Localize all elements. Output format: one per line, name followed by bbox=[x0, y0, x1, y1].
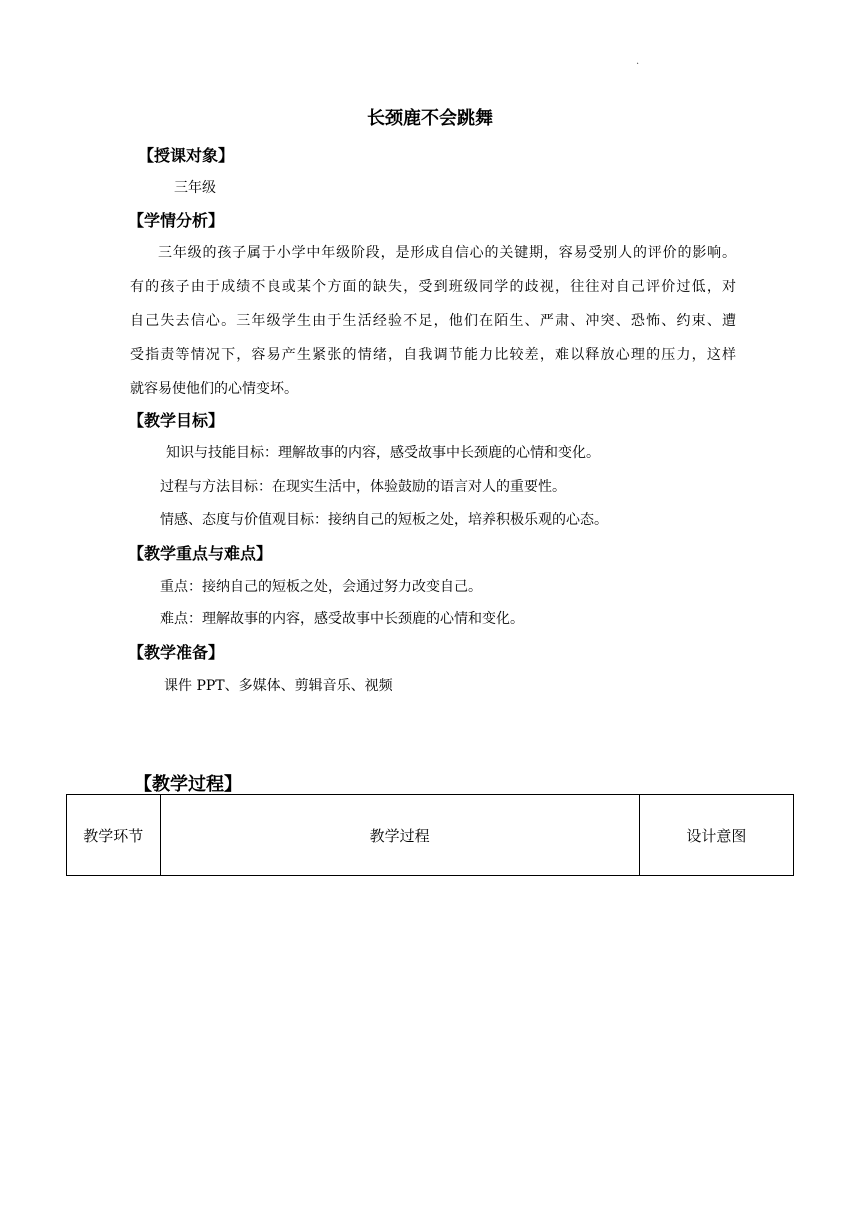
column-header: 教学环节 bbox=[67, 795, 161, 876]
target-text: 三年级 bbox=[174, 180, 216, 196]
heading-analysis: 【学情分析】 bbox=[128, 211, 225, 230]
column-header: 设计意图 bbox=[639, 795, 793, 876]
goal-item: 过程与方法目标：在现实生活中，体验鼓励的语言对人的重要性。 bbox=[160, 479, 566, 495]
table-header-row bbox=[67, 795, 794, 876]
analysis-line: 有的孩子由于成绩不良或某个方面的缺失，受到班级同学的歧视，往往对自己评价过低，对 bbox=[130, 279, 736, 295]
heading-target: 【授课对象】 bbox=[138, 146, 235, 165]
goal-item: 情感、态度与价值观目标：接纳自己的短板之处，培养积极乐观的心态。 bbox=[160, 512, 608, 528]
analysis-line: 自己失去信心。三年级学生由于生活经验不足，他们在陌生、严肃、冲突、恐怖、约束、遭 bbox=[130, 313, 736, 329]
preparation-text: 课件 PPT、多媒体、剪辑音乐、视频 bbox=[164, 678, 393, 694]
analysis-line: 三年级的孩子属于小学中年级阶段，是形成自信心的关键期，容易受别人的评价的影响。 bbox=[158, 245, 736, 261]
analysis-line: 就容易使他们的心情变坏。 bbox=[130, 381, 298, 397]
analysis-paragraph bbox=[130, 236, 736, 406]
header-mark: . bbox=[636, 56, 640, 67]
document-title: 长颈鹿不会跳舞 bbox=[367, 108, 493, 129]
key-point-item: 难点：理解故事的内容，感受故事中长颈鹿的心情和变化。 bbox=[160, 611, 524, 627]
analysis-line: 受指责等情况下，容易产生紧张的情绪，自我调节能力比较差，难以释放心理的压力，这样 bbox=[130, 347, 736, 363]
goal-item: 知识与技能目标：理解故事的内容，感受故事中长颈鹿的心情和变化。 bbox=[166, 445, 600, 461]
process-table bbox=[66, 794, 794, 876]
heading-process: 【教学过程】 bbox=[134, 774, 242, 795]
heading-preparation: 【教学准备】 bbox=[128, 643, 225, 662]
key-point-item: 重点：接纳自己的短板之处，会通过努力改变自己。 bbox=[160, 579, 482, 595]
heading-key-points: 【教学重点与难点】 bbox=[128, 544, 273, 563]
heading-goals: 【教学目标】 bbox=[128, 411, 225, 430]
column-header: 教学过程 bbox=[160, 795, 639, 876]
